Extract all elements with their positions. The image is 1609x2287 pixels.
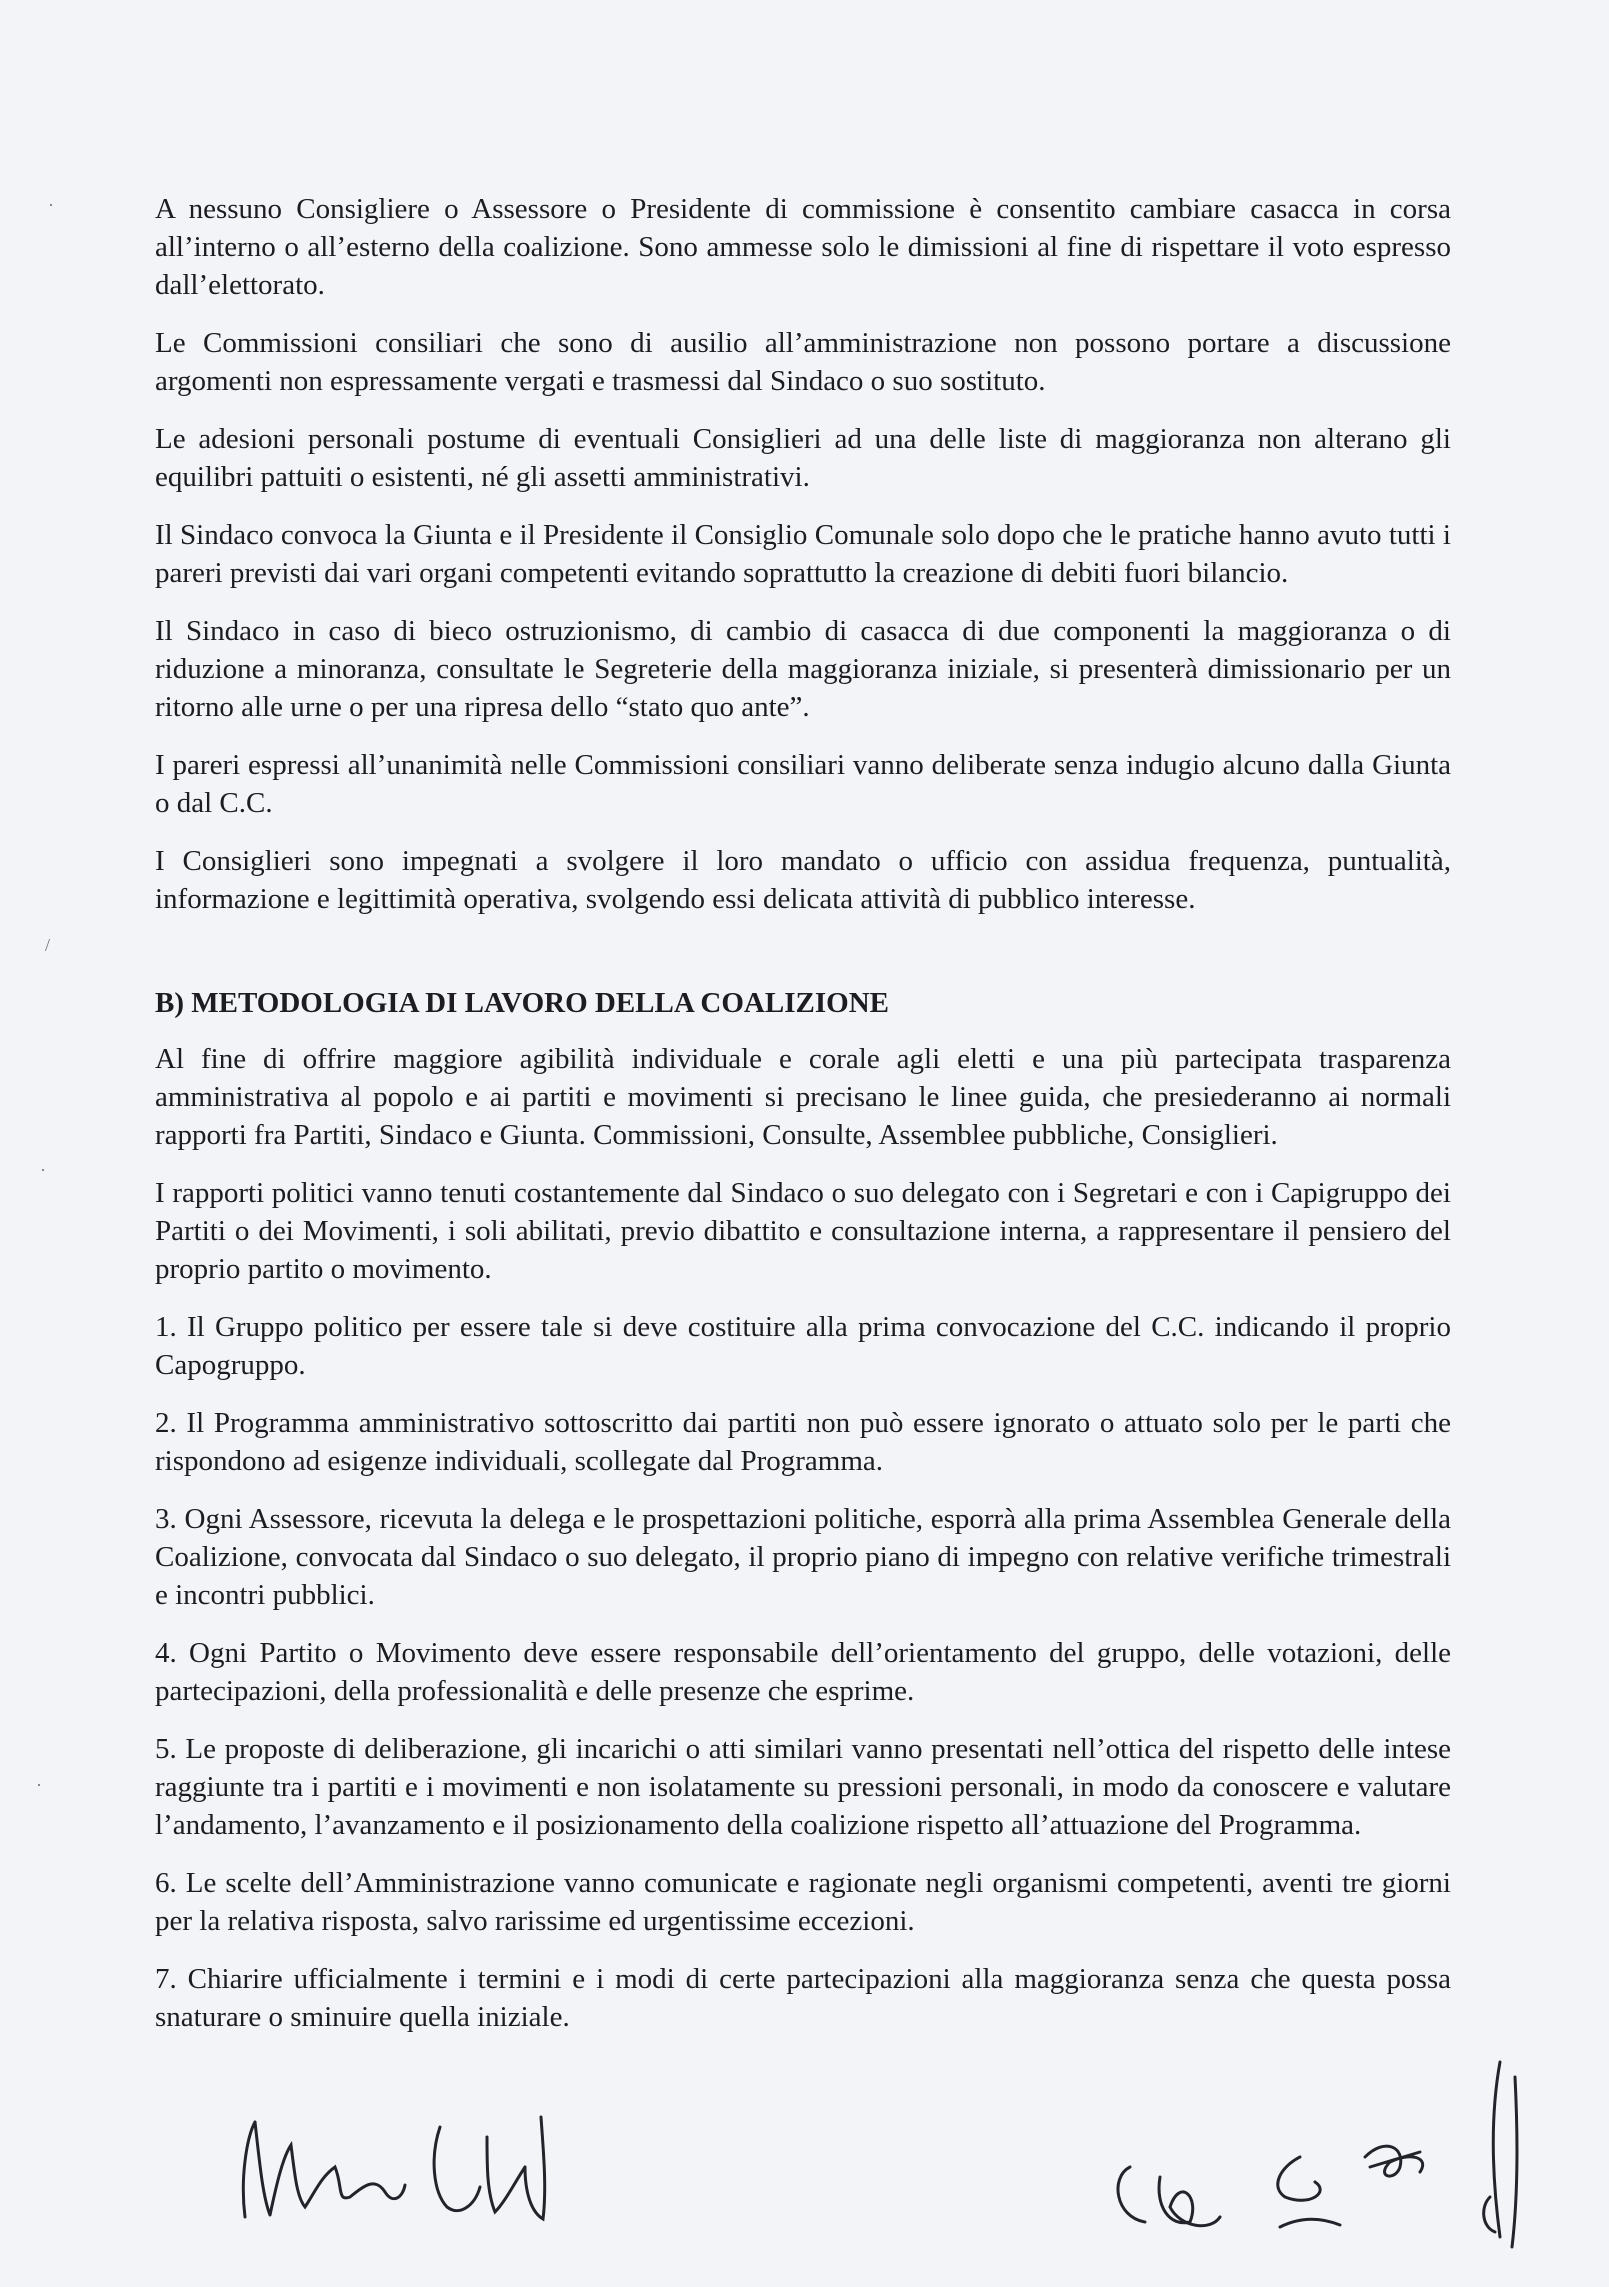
section-b-intro-2: I rapporti politici vanno tenuti costantemente dal Sindaco o suo delegato con i Segretari e con i Capigruppo dei Partiti o dei Movimenti, i soli abilitati, previo dibattito e consultazione interna, a rappresentare il pensiero del proprio partito o movimento. [155,1177,1451,1285]
signature-left [225,2097,565,2237]
list-item-1: 1. Il Gruppo politico per essere tale si deve costituire alla prima convocazione del C.C. indicando il proprio Capogruppo. [155,1311,1451,1381]
scan-mark: · [48,195,54,215]
signature-right [1100,2057,1560,2257]
list-item-3: 3. Ogni Assessore, ricevuta la delega e le prospettazioni politiche, esporrà alla prima Assemblea Generale della Coalizione, convocata dal Sindaco o suo delegato, il proprio piano di impegno con relative verifiche trimestrali e incontri pubblici. [155,1503,1451,1611]
signatures-area [0,2057,1609,2287]
list-item-2: 2. Il Programma amministrativo sottoscritto dai partiti non può essere ignorato o attuato solo per le parti che rispondono ad esigenze individuali, scollegate dal Programma. [155,1407,1451,1477]
section-a-paragraph-6: I pareri espressi all’unanimità nelle Commissioni consiliari vanno deliberate senza indugio alcuno dalla Giunta o dal C.C. [155,749,1451,819]
section-a-paragraph-5: Il Sindaco in caso di bieco ostruzionismo, di cambio di casacca di due componenti la maggioranza o di riduzione a minoranza, consultate le Segreterie della maggioranza iniziale, si presenterà dimissionario per un ritorno alle urne o per una ripresa dello “stato quo ante”. [155,615,1451,723]
scan-mark: · [40,1160,46,1180]
section-a-paragraph-1: A nessuno Consigliere o Assessore o Presidente di commissione è consentito cambiare casacca in corsa all’interno o all’esterno della coalizione. Sono ammesse solo le dimissioni al fine di rispettare il voto espresso dall’elettorato. [155,193,1451,301]
section-a-paragraph-2: Le Commissioni consiliari che sono di ausilio all’amministrazione non possono portare a discussione argomenti non espressamente vergati e trasmessi dal Sindaco o suo sostituto. [155,327,1451,397]
section-a-paragraph-3: Le adesioni personali postume di eventuali Consiglieri ad una delle liste di maggioranza non alterano gli equilibri pattuiti o esistenti, né gli assetti amministrativi. [155,423,1451,493]
list-item-4: 4. Ogni Partito o Movimento deve essere responsabile dell’orientamento del gruppo, delle votazioni, delle partecipazioni, della professionalità e delle presenze che esprime. [155,1637,1451,1707]
document-body [155,190,1451,2056]
section-a-paragraph-4: Il Sindaco convoca la Giunta e il Presidente il Consiglio Comunale solo dopo che le pratiche hanno avuto tutti i pareri previsti dai vari organi competenti evitando soprattutto la creazione di debiti fuori bilancio. [155,519,1451,589]
list-item-6: 6. Le scelte dell’Amministrazione vanno comunicate e ragionate negli organismi competenti, aventi tre giorni per la relativa risposta, salvo rarissime ed urgentissime eccezioni. [155,1867,1451,1937]
section-a-paragraph-7: I Consiglieri sono impegnati a svolgere il loro mandato o ufficio con assidua frequenza, puntualità, informazione e legittimità operativa, svolgendo essi delicata attività di pubblico interesse. [155,845,1451,915]
section-b-intro-1: Al fine di offrire maggiore agibilità individuale e corale agli eletti e una più partecipata trasparenza amministrativa al popolo e ai partiti e movimenti si precisano le linee guida, che presiederanno ai normali rapporti fra Partiti, Sindaco e Giunta. Commissioni, Consulte, Assemblee pubbliche, Consiglieri. [155,1043,1451,1151]
list-item-5: 5. Le proposte di deliberazione, gli incarichi o atti similari vanno presentati nell’ottica del rispetto delle intese raggiunte tra i partiti e i movimenti e non isolatamente su pressioni personali, in modo da conoscere e valutare l’andamento, l’avanzamento e il posizionamento della coalizione rispetto all’attuazione del Programma. [155,1733,1451,1841]
section-b-heading: B) METODOLOGIA DI LAVORO DELLA COALIZIONE [155,987,889,1019]
scan-mark: · [36,1775,42,1795]
scan-mark: / [45,935,51,955]
list-item-7: 7. Chiarire ufficialmente i termini e i modi di certe partecipazioni alla maggioranza senza che questa possa snaturare o sminuire quella iniziale. [155,1963,1451,2033]
